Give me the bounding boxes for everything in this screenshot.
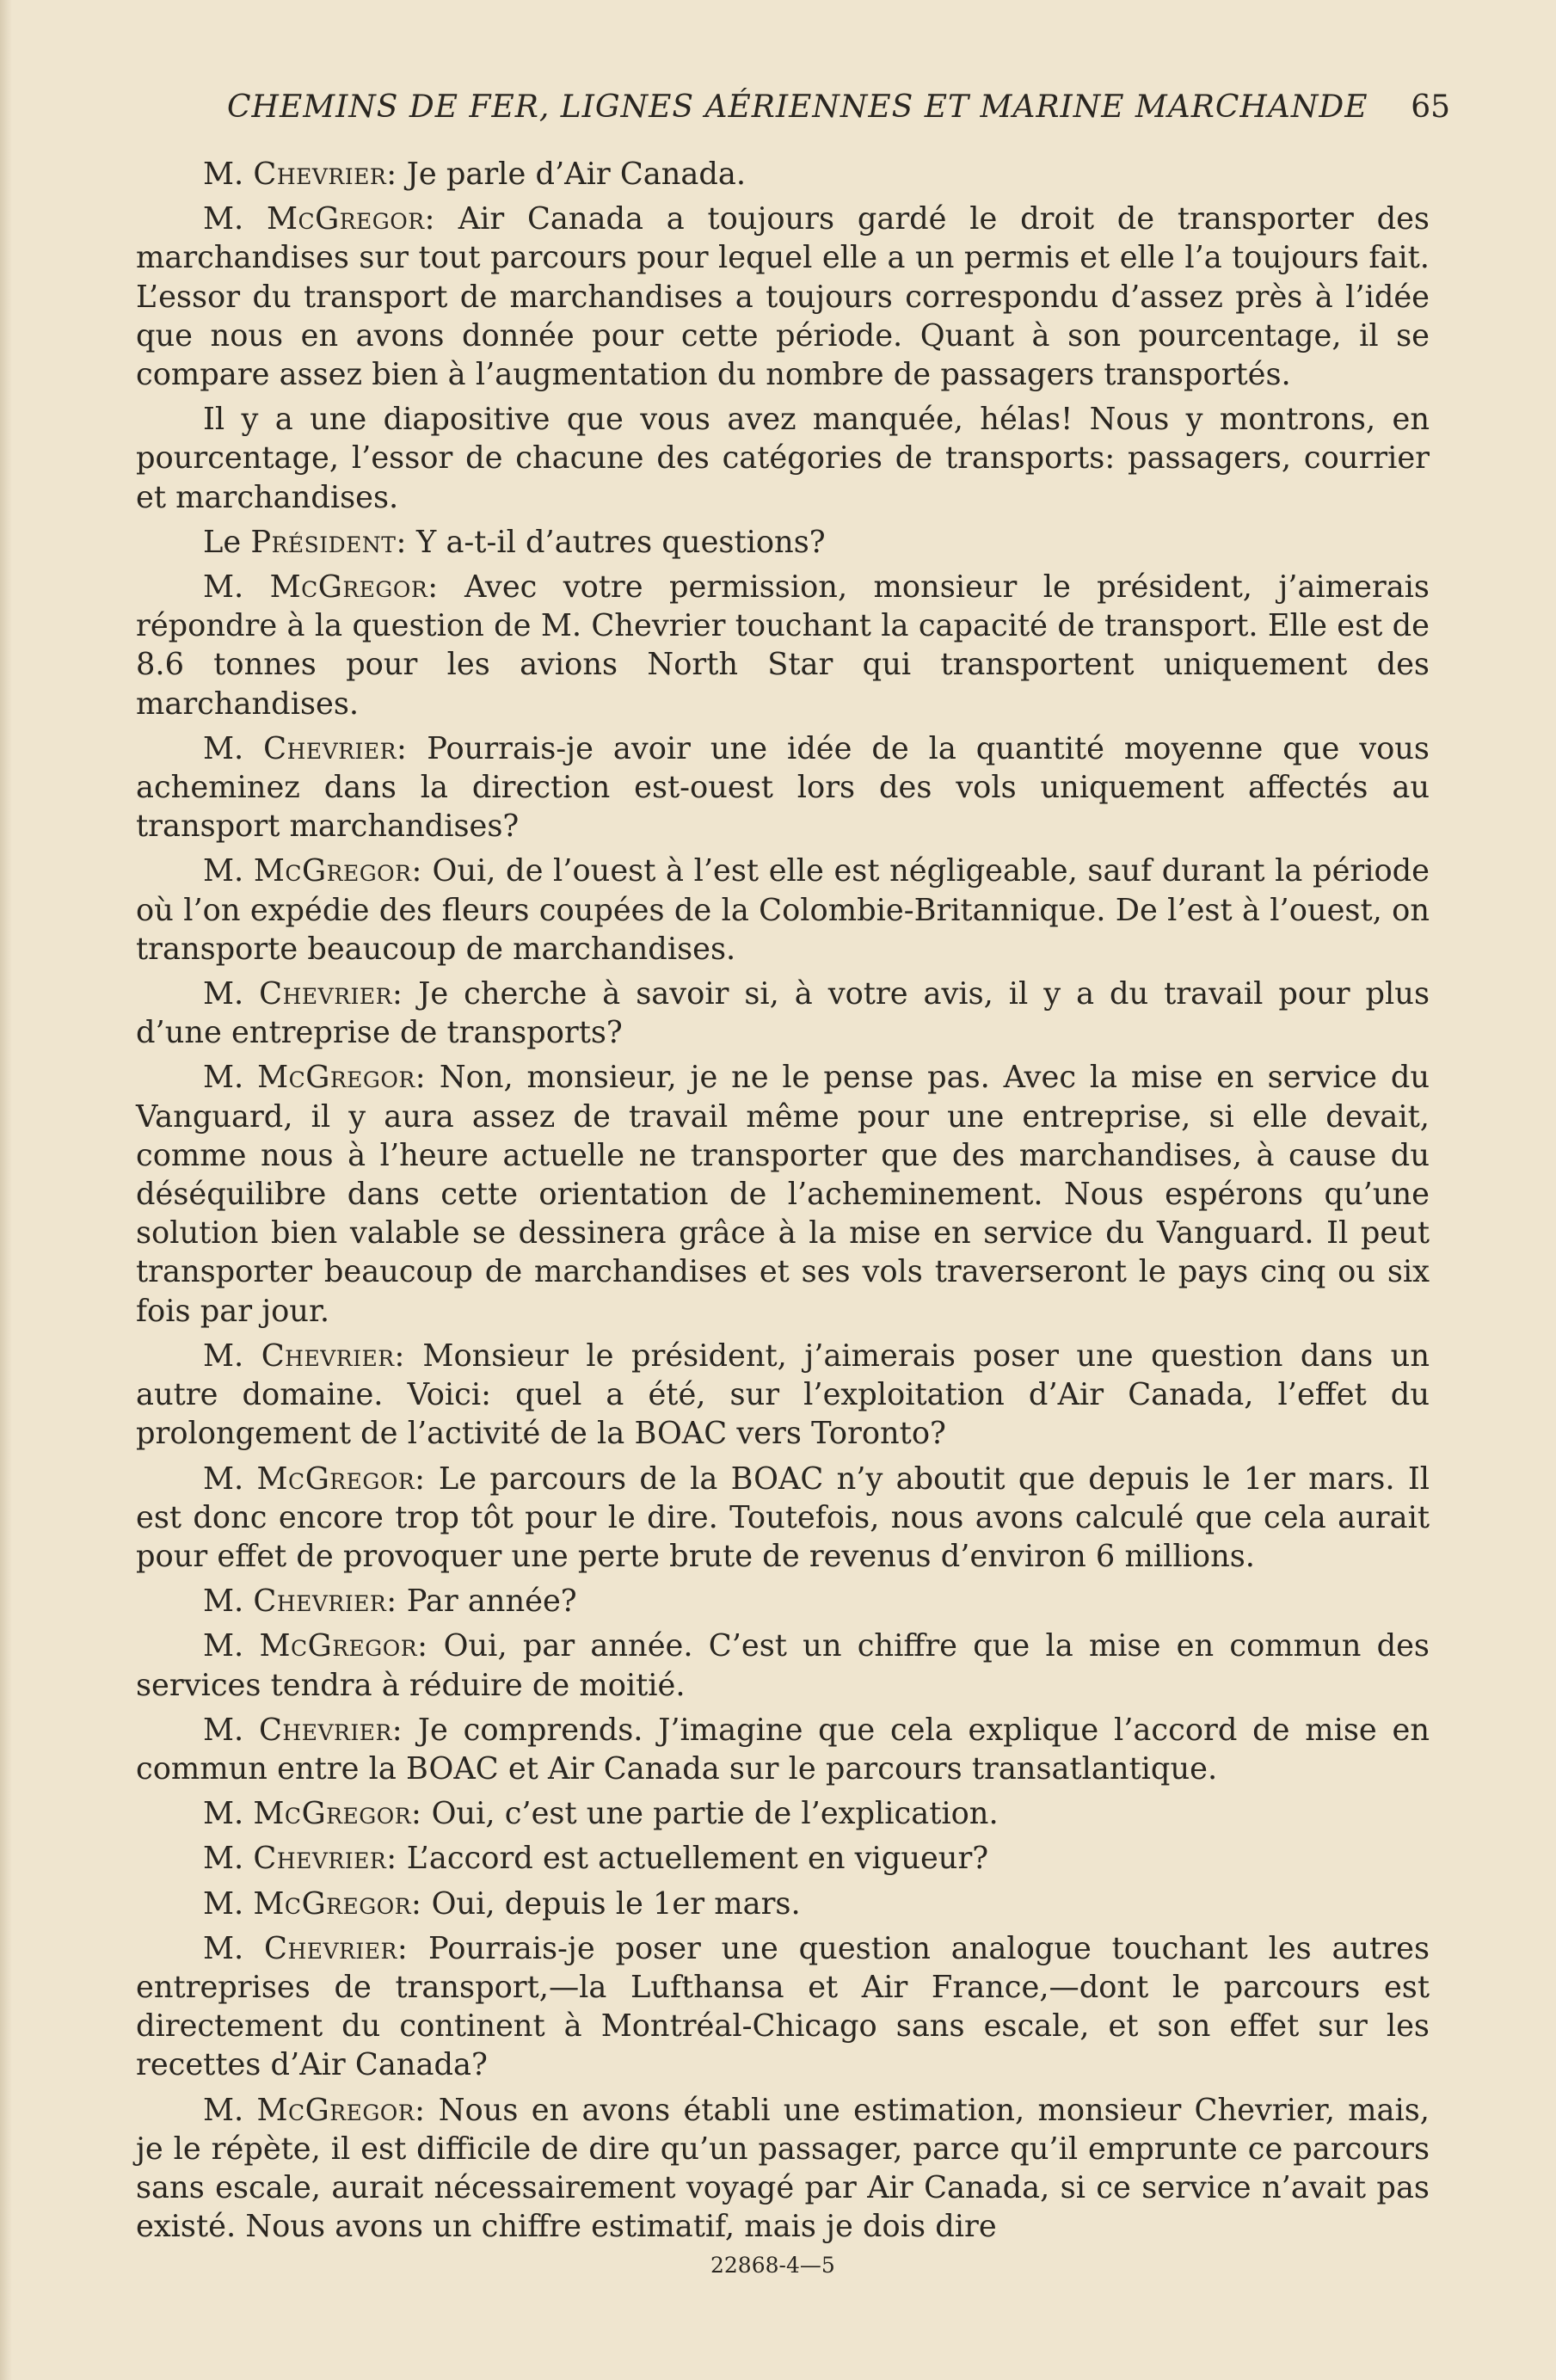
paragraph-text: Monsieur le président, j’aimerais poser une question dans un autre domaine. Voici: quel a été, sur l’exploitation d’Air Canada, l’effet du prolongement de l’activité de la BOAC vers Toronto? [136, 1338, 1430, 1452]
paragraph-text: Oui, c’est une partie de l’explication. [421, 1796, 999, 1832]
paragraph [136, 1582, 1430, 1620]
speaker-name: McGregor: [257, 1060, 427, 1096]
paragraph-text: Je cherche à savoir si, à votre avis, il y a du travail pour plus d’une entreprise de transports? [136, 976, 1430, 1051]
speaker-title: M. [203, 730, 264, 766]
paragraph [136, 975, 1430, 1052]
speaker-title: M. [203, 1841, 254, 1877]
speaker-name: McGregor: [266, 201, 435, 237]
paragraph [136, 1711, 1430, 1788]
speaker-title: M. [203, 201, 267, 237]
paragraph [136, 1794, 1430, 1833]
paragraph [136, 729, 1430, 846]
speaker-title: M. [203, 976, 260, 1012]
speaker-title: M. [203, 1796, 254, 1832]
paragraph-text: Il y a une diapositive que vous avez manquée, hélas! Nous y montrons, en pourcentage, l’essor de chacune des catégories de transports: passagers, courrier et marchandises. [136, 402, 1430, 515]
paragraph-text: Oui, depuis le 1er mars. [421, 1885, 801, 1922]
speaker-name: McGregor: [253, 1885, 422, 1922]
speaker-name: Chevrier: [259, 976, 403, 1012]
footer-signature: 22868-4—5 [710, 2253, 835, 2278]
speaker-name: McGregor: [253, 1796, 422, 1832]
speaker-title: Le [203, 524, 251, 560]
speaker-name: Chevrier: [253, 1841, 397, 1877]
page-body [136, 155, 1430, 2252]
speaker-title: M. [203, 569, 270, 606]
paragraph-text: Avec votre permission, monsieur le président, j’aimerais répondre à la question de M. Chevrier touchant la capacité de transport. Elle est de 8.6 tonnes pour les avions North Star qui transportent uniquement des marchandises. [136, 569, 1430, 722]
paragraph [136, 1627, 1430, 1704]
paragraph-text: Le parcours de la BOAC n’y aboutit que depuis le 1er mars. Il est donc encore trop tôt pour le dire. Toutefois, nous avons calculé que cela aurait pour effet de provoquer une perte brute de revenus d’environ 6 millions. [136, 1461, 1430, 1574]
paragraph [136, 1929, 1430, 2085]
paragraph-text: Nous en avons établi une estimation, monsieur Chevrier, mais, je le répète, il est difficile de dire qu’un passager, parce qu’il emprunte ce parcours sans escale, aurait nécessairement voyagé par Air Canada, si ce service n’avait pas existé. Nous avons un chiffre estimatif, mais je dois dire [136, 2092, 1430, 2245]
speaker-name: McGregor: [256, 2092, 426, 2128]
speaker-name: McGregor: [253, 853, 422, 889]
paragraph-text: L’accord est actuellement en vigueur? [397, 1841, 989, 1877]
speaker-name: McGregor: [259, 1628, 428, 1664]
speaker-name: Chevrier: [263, 730, 408, 766]
paragraph [136, 400, 1430, 517]
paragraph-text: Oui, par année. C’est un chiffre que la mise en commun des services tendra à réduire de moitié. [136, 1628, 1430, 1703]
paragraph [136, 523, 1430, 562]
page-edge-shadow [0, 0, 12, 2380]
paragraph-text: Oui, de l’ouest à l’est elle est négligeable, sauf durant la période où l’on expédie des fleurs coupées de la Colombie-Britannique. De l’est à l’ouest, on transporte beaucoup de marchandises. [136, 853, 1430, 967]
paragraph-text: Par année? [397, 1584, 577, 1620]
paragraph-text: Air Canada a toujours gardé le droit de transporter des marchandises sur tout parcours pour lequel elle a un permis et elle l’a toujours fait. L’essor du transport de marchandises a toujours correspondu d’assez près à l’idée que nous en avons donnée pour cette période. Quant à son pourcentage, il se compare assez bien à l’augmentation du nombre de passagers transportés. [136, 201, 1430, 393]
speaker-title: M. [203, 1930, 265, 1966]
paragraph-text: Y a-t-il d’autres questions? [406, 524, 826, 560]
speaker-title: M. [203, 1338, 261, 1374]
speaker-title: M. [203, 157, 254, 192]
speaker-title: M. [203, 1628, 260, 1664]
paragraph-text: Pourrais-je avoir une idée de la quantité moyenne que vous acheminez dans la direction est-ouest lors des vols uniquement affectés au transport marchandises? [136, 730, 1430, 845]
speaker-title: M. [203, 1060, 258, 1096]
speaker-name: Chevrier: [264, 1930, 409, 1966]
speaker-name: Chevrier: [259, 1712, 403, 1748]
paragraph [136, 1839, 1430, 1878]
speaker-name: Chevrier: [253, 157, 397, 192]
paragraph [136, 852, 1430, 969]
speaker-title: M. [203, 1461, 257, 1497]
page-number: 65 [1411, 89, 1450, 125]
speaker-name: McGregor: [269, 569, 439, 606]
paragraph [136, 1058, 1430, 1330]
paragraph-text: Pourrais-je poser une question analogue touchant les autres entreprises de transport,—la Lufthansa et Air France,—dont le parcours est directement du continent à Montréal-Chicago sans escale, et son effet sur les recettes d’Air Canada? [136, 1930, 1430, 2083]
paragraph [136, 1337, 1430, 1454]
paragraph [136, 2091, 1430, 2247]
paragraph-text: Je parle d’Air Canada. [397, 157, 747, 192]
paragraph [136, 1460, 1430, 1577]
speaker-name: McGregor: [256, 1461, 426, 1497]
paragraph [136, 200, 1430, 394]
paragraph-text: Non, monsieur, je ne le pense pas. Avec la mise en service du Vanguard, il y aura assez de travail même pour une entreprise, si elle devait, comme nous à l’heure actuelle ne transporter que des marchandises, à cause du déséquilibre dans cette orientation de l’acheminement. Nous espérons qu’une solution bien valable se dessinera grâce à la mise en service du Vanguard. Il peut transporter beaucoup de marchandises et ses vols traverseront le pays cinq ou six fois par jour. [136, 1060, 1430, 1329]
speaker-name: Chevrier: [261, 1338, 405, 1374]
paragraph [136, 155, 1430, 194]
speaker-title: M. [203, 1885, 254, 1922]
paragraph-text: Je comprends. J’imagine que cela explique l’accord de mise en commun entre la BOAC et Air Canada sur le parcours transatlantique. [136, 1712, 1430, 1787]
speaker-title: M. [203, 1712, 259, 1748]
speaker-title: M. [203, 2092, 257, 2128]
running-header: CHEMINS DE FER, LIGNES AÉRIENNES ET MARINE MARCHANDE [227, 89, 1368, 125]
speaker-name: Président: [250, 524, 407, 560]
speaker-title: M. [203, 1584, 254, 1620]
speaker-name: Chevrier: [253, 1584, 397, 1620]
paragraph [136, 568, 1430, 723]
speaker-title: M. [203, 853, 254, 889]
paragraph [136, 1885, 1430, 1923]
